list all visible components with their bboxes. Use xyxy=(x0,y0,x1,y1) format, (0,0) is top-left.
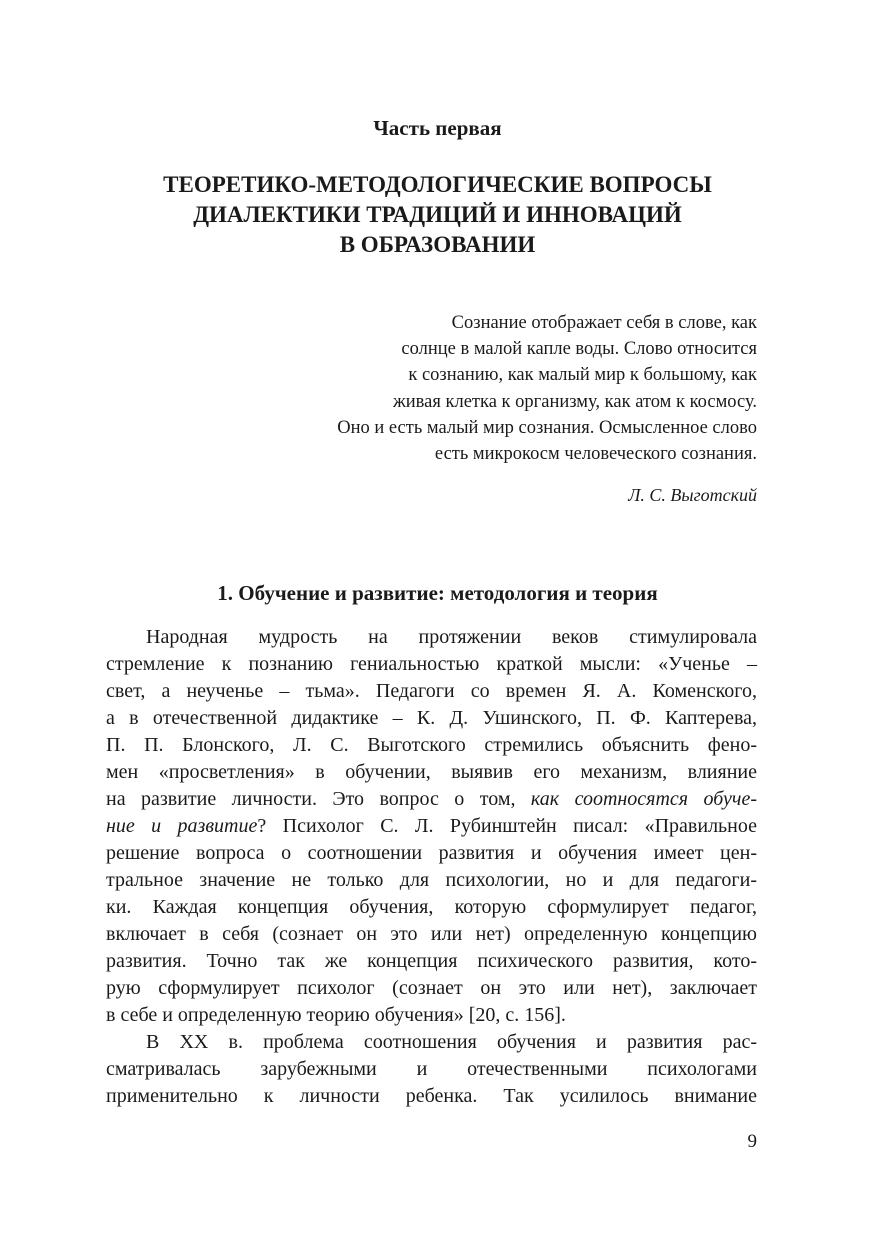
body-line: стремление к познанию гениальностью краткой мысли: «Ученье – xyxy=(106,653,757,675)
body-text-italic: ние и развитие xyxy=(106,815,258,837)
body-line: развития. Точно так же концепция психического развития, кото- xyxy=(106,950,757,972)
body-line: свет, а неученье – тьма». Педагоги со времен Я. А. Коменского, xyxy=(106,680,757,702)
body-text-segment: ? Психолог С. Л. Рубинштейн писал: «Правильное xyxy=(257,815,757,837)
body-line: сматривалась зарубежными и отечественными психологами xyxy=(106,1058,757,1080)
body-line xyxy=(106,786,757,813)
body-line: в себе и определенную теорию обучения» [20, с. 156]. xyxy=(106,1004,566,1026)
epigraph-author: Л. С. Выготский xyxy=(628,485,757,505)
epigraph-line: солнце в малой капле воды. Слово относится xyxy=(401,339,757,360)
epigraph-line: к сознанию, как малый мир к большому, как xyxy=(408,365,757,386)
main-title-line: ТЕОРЕТИКО-МЕТОДОЛОГИЧЕСКИЕ ВОПРОСЫ xyxy=(163,172,712,197)
body-line: применительно к личности ребенка. Так усилилось внимание xyxy=(106,1085,757,1107)
epigraph-line: Оно и есть малый мир сознания. Осмысленное слово xyxy=(337,417,757,438)
body-line: а в отечественной дидактике – К. Д. Ушинского, П. Ф. Каптерева, xyxy=(106,707,757,729)
body-text xyxy=(106,624,757,1110)
main-title-line: В ОБРАЗОВАНИИ xyxy=(339,232,536,257)
main-title-line: ДИАЛЕКТИКИ ТРАДИЦИЙ И ИННОВАЦИЙ xyxy=(193,202,682,227)
body-line: П. П. Блонского, Л. С. Выготского стремились объяснить фено- xyxy=(106,734,757,756)
body-text-segment: на развитие личности. Это вопрос о том, xyxy=(106,788,516,810)
body-text-italic: как соотносятся обуче- xyxy=(530,788,758,810)
body-line: рую сформулирует психолог (сознает он это или нет), заключает xyxy=(106,977,757,999)
epigraph-line: живая клетка к организму, как атом к космосу. xyxy=(392,391,757,412)
epigraph-line: Сознание отображает себя в слове, как xyxy=(451,313,757,333)
body-line: включает в себя (сознает он это или нет) определенную концепцию xyxy=(106,923,757,945)
body-line: ки. Каждая концепция обучения, которую сформулирует педагог, xyxy=(106,896,757,918)
body-line: В XX в. проблема соотношения обучения и развития рас- xyxy=(146,1031,757,1053)
body-line: решение вопроса о соотношении развития и обучения имеет цен- xyxy=(106,842,757,864)
body-line: мен «просветления» в обучении, выявив его механизм, влияние xyxy=(106,761,757,783)
part-title: Часть первая xyxy=(373,116,502,140)
main-title xyxy=(90,170,785,260)
body-line: тральное значение не только для психологии, но и для педагоги- xyxy=(106,869,757,891)
body-line: Народная мудрость на протяжении веков стимулировала xyxy=(146,626,757,648)
page-number: 9 xyxy=(747,1131,757,1152)
section-heading: 1. Обучение и развитие: методология и теория xyxy=(217,581,658,605)
epigraph xyxy=(197,310,757,467)
epigraph-line: есть микрокосм человеческого сознания. xyxy=(434,444,757,465)
body-line xyxy=(106,813,757,840)
